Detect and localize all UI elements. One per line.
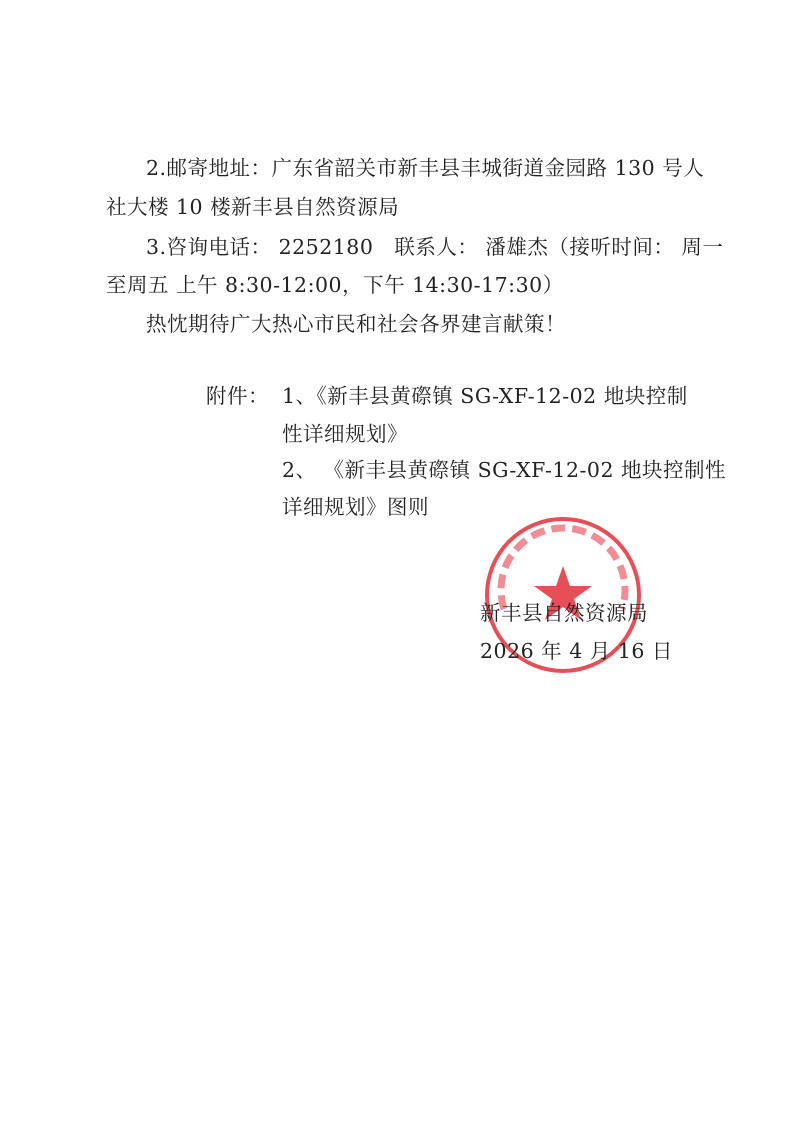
signing-date: 2026 年 4 月 16 日 bbox=[480, 639, 673, 663]
closing-remark: 热忱期待广大热心市民和社会各界建言献策！ bbox=[146, 312, 566, 336]
attachments-label: 附件： bbox=[206, 384, 269, 408]
contact-line1: 3.咨询电话： 2252180 联系人： 潘雄杰（接听时间： 周一 bbox=[146, 235, 724, 259]
signing-organization: 新丰县自然资源局 bbox=[480, 601, 648, 625]
attachment-1-line1: 1、《新丰县黄磜镇 SG-XF-12-02 地块控制 bbox=[282, 384, 688, 408]
attachment-2-line1: 2、 《新丰县黄磜镇 SG-XF-12-02 地块控制性 bbox=[282, 458, 727, 482]
mailing-address-line1: 2.邮寄地址：广东省韶关市新丰县丰城街道金园路 130 号人 bbox=[146, 156, 705, 180]
mailing-address-line2: 社大楼 10 楼新丰县自然资源局 bbox=[106, 195, 400, 219]
attachment-1-line2: 性详细规划》 bbox=[282, 422, 408, 446]
attachment-2-line2: 详细规划》图则 bbox=[282, 495, 429, 519]
contact-line2: 至周五 上午 8:30-12:00，下午 14:30-17:30） bbox=[106, 273, 564, 297]
